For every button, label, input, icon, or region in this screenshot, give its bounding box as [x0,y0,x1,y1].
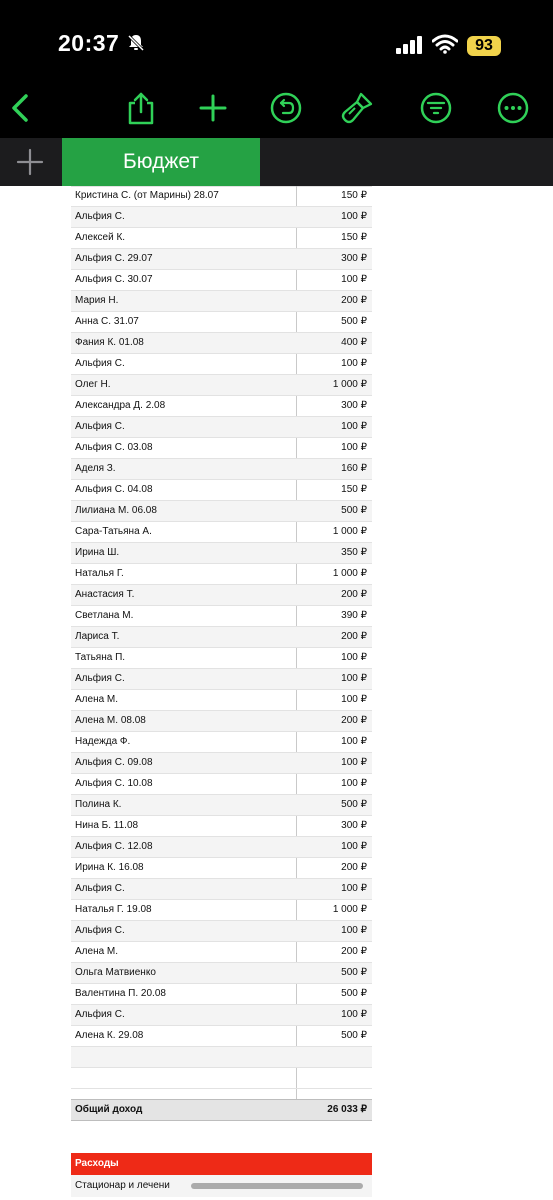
cell-amount: 200 ₽ [341,715,367,726]
table-row[interactable] [71,942,372,963]
cell-amount: 500 ₽ [341,988,367,999]
spreadsheet-canvas[interactable] [0,186,553,1200]
income-table [71,186,372,1089]
cell-amount: 200 ₽ [341,589,367,600]
table-row[interactable] [71,1047,372,1068]
cell-name: Альфия С. [75,673,125,684]
table-row[interactable] [71,501,372,522]
cell-name: Альфия С. 10.08 [75,778,153,789]
cell-name: Алена М. 08.08 [75,715,146,726]
table-row[interactable] [71,291,372,312]
table-row[interactable] [71,459,372,480]
table-row[interactable] [71,333,372,354]
cell-name: Сара-Татьяна А. [75,526,152,537]
cell-amount: 100 ₽ [341,757,367,768]
cell-name: Лариса Т. [75,631,120,642]
table-row[interactable] [71,711,372,732]
cell-name: Олег Н. [75,379,111,390]
cell-amount: 100 ₽ [341,673,367,684]
table-row[interactable] [71,396,372,417]
table-row[interactable] [71,312,372,333]
cell-name: Светлана М. [75,610,134,621]
cell-amount: 100 ₽ [341,841,367,852]
table-row[interactable] [71,837,372,858]
cell-name: Кристина С. (от Марины) 28.07 [75,190,219,201]
table-row[interactable] [71,417,372,438]
table-row[interactable] [71,858,372,879]
cell-name: Альфия С. [75,211,125,222]
cell-name: Альфия С. 29.07 [75,253,153,264]
table-row[interactable] [71,1068,372,1089]
cell-amount: 100 ₽ [341,442,367,453]
toolbar [0,78,553,138]
undo-icon[interactable] [268,90,304,126]
cell-name: Полина К. [75,799,122,810]
cellular-signal-icon [396,36,424,54]
cell-name: Альфия С. [75,883,125,894]
cell-name: Надежда Ф. [75,736,131,747]
table-row[interactable] [71,900,372,921]
total-income-value: 26 033 ₽ [327,1104,367,1115]
table-row[interactable] [71,480,372,501]
cell-name: Ольга Матвиенко [75,967,156,978]
table-row[interactable] [71,606,372,627]
cell-amount: 100 ₽ [341,358,367,369]
cell-amount: 100 ₽ [341,274,367,285]
cell-name: Алена К. 29.08 [75,1030,144,1041]
table-row[interactable] [71,984,372,1005]
table-row[interactable] [71,249,372,270]
back-chevron-icon[interactable] [4,90,40,126]
battery-indicator: 93 [467,36,501,56]
cell-name: Валентина П. 20.08 [75,988,166,999]
cell-amount: 200 ₽ [341,295,367,306]
tab-budget[interactable]: Бюджет [62,138,260,186]
cell-name: Альфия С. 04.08 [75,484,153,495]
cell-amount: 300 ₽ [341,253,367,264]
table-row[interactable] [71,207,372,228]
table-row[interactable] [71,921,372,942]
expense-row-label: Стационар и лечени [75,1180,170,1191]
cell-amount: 100 ₽ [341,652,367,663]
total-income-label: Общий доход [75,1104,143,1115]
cell-name: Анна С. 31.07 [75,316,139,327]
cell-amount: 500 ₽ [341,799,367,810]
cell-name: Анастасия Т. [75,589,135,600]
cell-name: Алена М. [75,946,119,957]
table-row[interactable] [71,354,372,375]
cell-name: Ирина К. 16.08 [75,862,144,873]
table-row[interactable] [71,585,372,606]
cell-name: Аделя З. [75,463,116,474]
cell-amount: 200 ₽ [341,946,367,957]
cell-name: Лилиана М. 06.08 [75,505,157,516]
cell-name: Алена М. [75,694,119,705]
cell-amount: 150 ₽ [341,232,367,243]
cell-amount: 500 ₽ [341,316,367,327]
cell-amount: 500 ₽ [341,967,367,978]
cell-amount: 390 ₽ [341,610,367,621]
cell-name: Ирина Ш. [75,547,120,558]
cell-amount: 100 ₽ [341,1009,367,1020]
home-indicator [191,1183,363,1189]
cell-amount: 300 ₽ [341,820,367,831]
table-row[interactable] [71,186,372,207]
table-row[interactable] [71,795,372,816]
cell-amount: 200 ₽ [341,631,367,642]
table-row[interactable] [71,963,372,984]
table-row[interactable] [71,669,372,690]
cell-amount: 1 000 ₽ [332,526,367,537]
cell-amount: 350 ₽ [341,547,367,558]
cell-amount: 500 ₽ [341,1030,367,1041]
table-row[interactable] [71,1005,372,1026]
table-row[interactable] [71,774,372,795]
table-row[interactable] [71,228,372,249]
cell-name: Альфия С. 30.07 [75,274,153,285]
cell-name: Альфия С. 12.08 [75,841,153,852]
cell-amount: 150 ₽ [341,484,367,495]
table-row[interactable] [71,270,372,291]
clock: 20:37 [58,30,120,56]
cell-amount: 500 ₽ [341,505,367,516]
cell-name: Альфия С. [75,421,125,432]
share-icon[interactable] [123,90,159,126]
cell-amount: 100 ₽ [341,211,367,222]
cell-name: Мария Н. [75,295,119,306]
add-icon[interactable] [195,90,231,126]
cell-name: Альфия С. [75,358,125,369]
cell-amount: 100 ₽ [341,694,367,705]
table-row[interactable] [71,732,372,753]
cell-amount: 100 ₽ [341,925,367,936]
cell-name: Наталья Г. [75,568,124,579]
table-row[interactable] [71,690,372,711]
cell-name: Альфия С. [75,925,125,936]
cell-amount: 100 ₽ [341,421,367,432]
cell-amount: 1 000 ₽ [332,379,367,390]
cell-name: Татьяна П. [75,652,126,663]
table-row[interactable] [71,564,372,585]
cell-amount: 200 ₽ [341,862,367,873]
table-row[interactable] [71,879,372,900]
cell-amount: 1 000 ₽ [332,904,367,915]
expenses-header-label: Расходы [75,1158,119,1169]
cell-name: Фания К. 01.08 [75,337,144,348]
cell-name: Альфия С. [75,1009,125,1020]
total-income-row[interactable] [71,1099,372,1121]
cell-amount: 400 ₽ [341,337,367,348]
table-row[interactable] [71,543,372,564]
silent-bell-icon [126,33,146,53]
more-icon[interactable] [495,90,531,126]
table-row[interactable] [71,627,372,648]
cell-amount: 100 ₽ [341,883,367,894]
cell-amount: 1 000 ₽ [332,568,367,579]
cell-name: Альфия С. 03.08 [75,442,153,453]
cell-amount: 160 ₽ [341,463,367,474]
table-row[interactable] [71,1026,372,1047]
table-row[interactable] [71,648,372,669]
cell-name: Алексей К. [75,232,126,243]
add-sheet-icon[interactable] [16,148,44,176]
cell-name: Александра Д. 2.08 [75,400,166,411]
table-row[interactable] [71,375,372,396]
organize-icon[interactable] [418,90,454,126]
format-brush-icon[interactable] [339,90,375,126]
table-row[interactable] [71,522,372,543]
cell-amount: 300 ₽ [341,400,367,411]
cell-name: Нина Б. 11.08 [75,820,139,831]
expenses-header-row[interactable] [71,1153,372,1175]
sheet-tab-bar [0,138,553,186]
status-bar [0,0,553,78]
cell-name: Наталья Г. 19.08 [75,904,152,915]
table-row[interactable] [71,753,372,774]
wifi-icon [432,34,458,54]
cell-name: Альфия С. 09.08 [75,757,153,768]
cell-amount: 150 ₽ [341,190,367,201]
cell-amount: 100 ₽ [341,736,367,747]
cell-amount: 100 ₽ [341,778,367,789]
table-row[interactable] [71,816,372,837]
table-row[interactable] [71,438,372,459]
